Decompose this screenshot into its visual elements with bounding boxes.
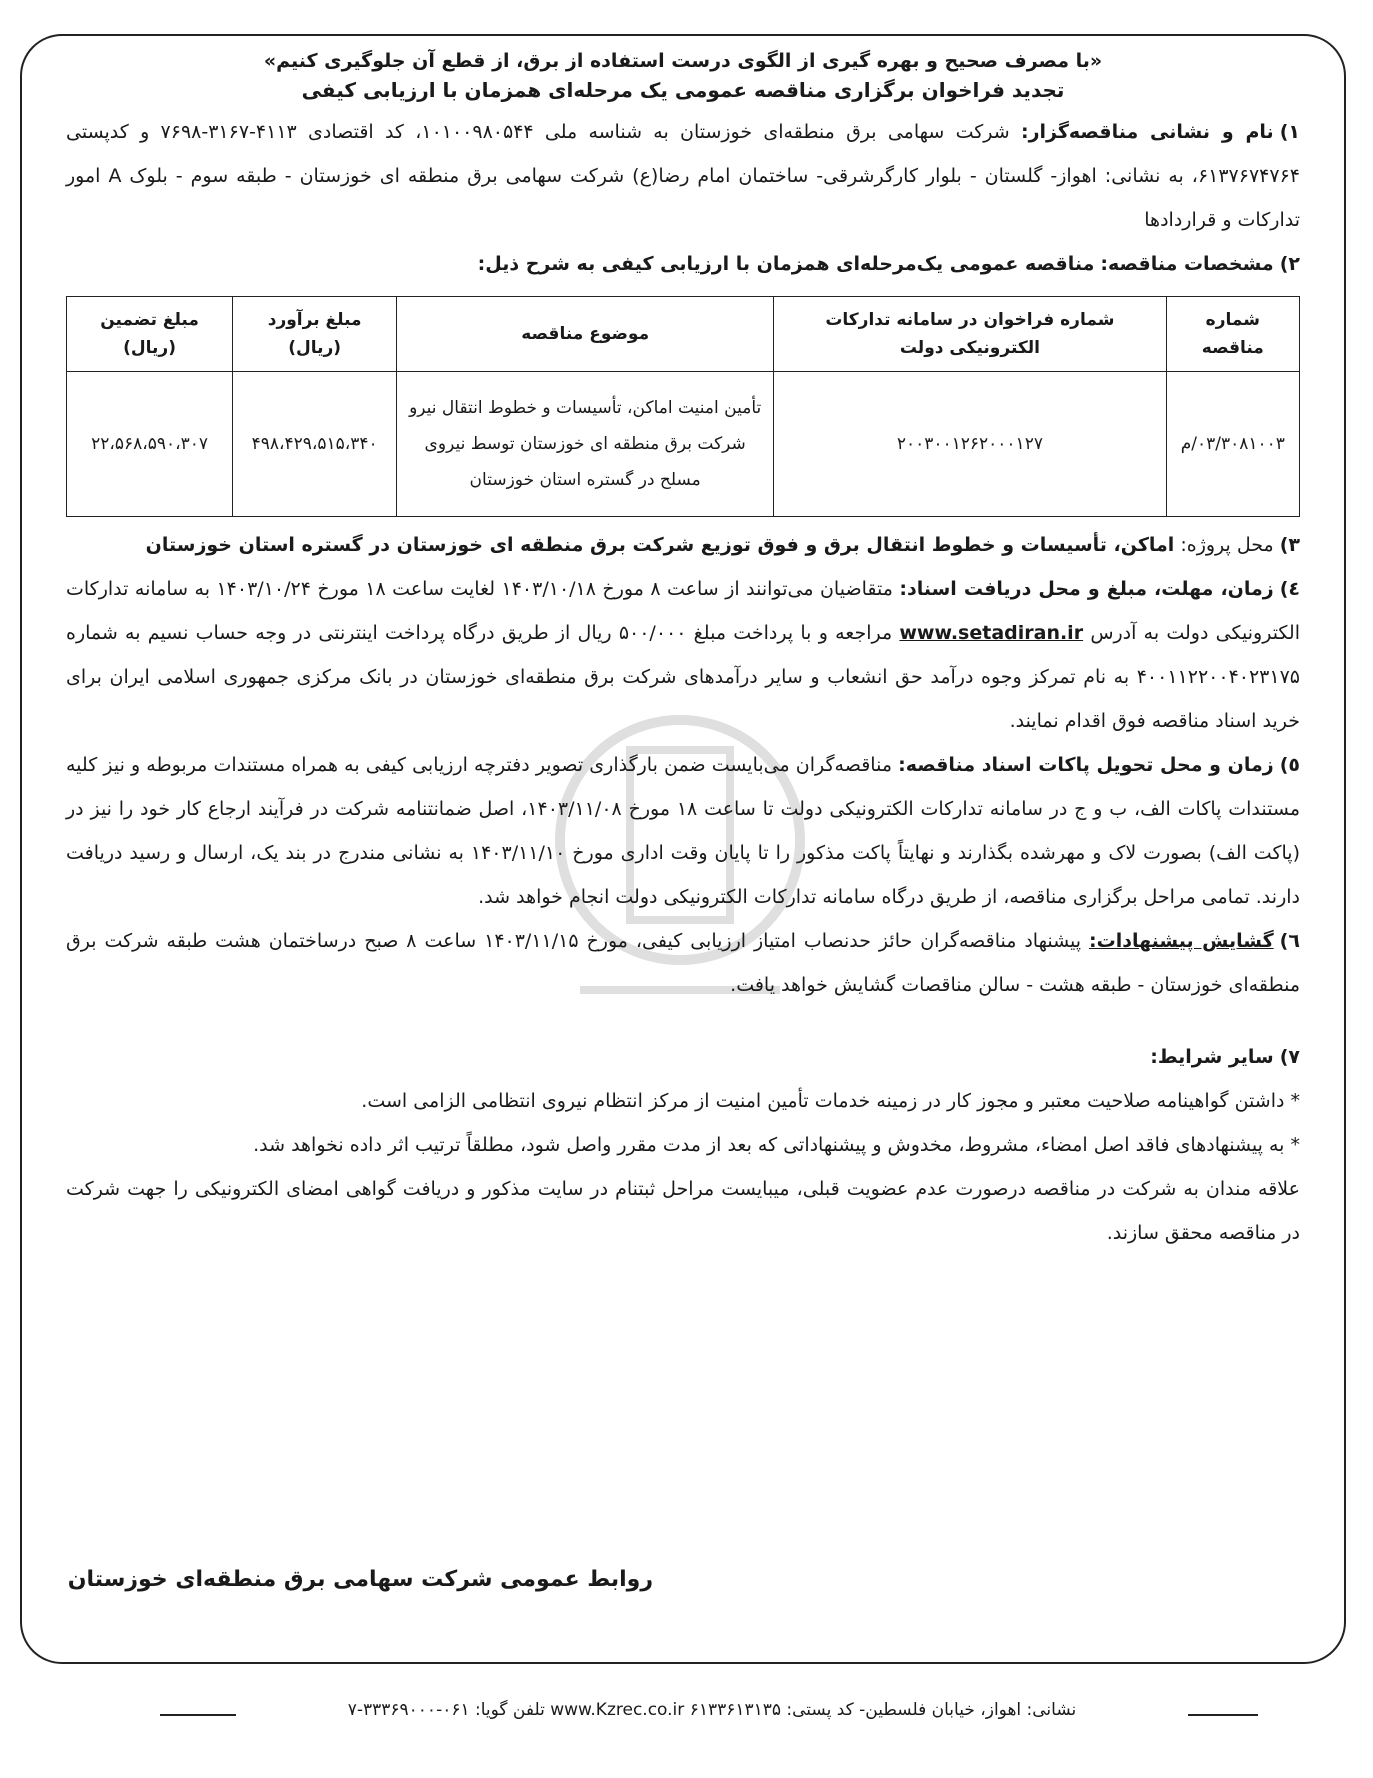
section-4-label: زمان، مهلت، مبلغ و محل دریافت اسناد: (899, 578, 1274, 600)
footer-address: نشانی: اهواز، خیابان فلسطین- کد پستی: ۶۱۳۳۶۱۳۱۳۵ www.Kzrec.co.ir تلفن گویا: ۰۶۱-۳۳۳۶۹۰۰۰-۷ (347, 1700, 1077, 1720)
section-3-text: اماکن، تأسیسات و خطوط انتقال برق و فوق توزیع شرکت برق منطقه ای خوزستان در گستره استان خوزستان (145, 534, 1175, 556)
section-4-number: ٤) (1279, 578, 1301, 600)
section-2-label: مشخصات مناقصه: (1100, 253, 1274, 275)
footer-rule-right (1188, 1714, 1258, 1716)
cell-estimate: ۴۹۸،۴۲۹،۵۱۵،۳۴۰ (233, 372, 397, 517)
section-3-number: ۳) (1279, 534, 1300, 556)
header-subject: موضوع مناقصه (397, 297, 774, 372)
notice-content (66, 50, 1300, 1255)
header-guarantee: مبلغ تضمین (ریال) (67, 297, 233, 372)
section-1 (66, 110, 1300, 242)
section-3 (66, 523, 1300, 567)
footer (0, 1692, 1373, 1732)
tender-table (66, 296, 1300, 517)
condition-item-3: علاقه مندان به شرکت در مناقصه درصورت عدم عضویت قبلی، میبایست مراحل ثبتنام در سایت مذکور و دریافت گواهی امضای الکترونیکی را جهت شرکت در مناقصه محقق سازند. (66, 1178, 1300, 1244)
section-2-text: مناقصه عمومی یک‌مرحله‌ای همزمان با ارزیابی کیفی به شرح ذیل: (477, 253, 1095, 275)
section-7-number: ۷) (1279, 1046, 1300, 1068)
header-call-number: شماره فراخوان در سامانه تدارکات الکترونیکی دولت (774, 297, 1166, 372)
section-6-number: ٦) (1279, 930, 1300, 952)
section-2 (66, 242, 1300, 286)
section-6-label: گشایش پیشنهادات: (1089, 930, 1274, 952)
section-7-label: سایر شرایط: (1150, 1046, 1274, 1068)
section-6 (66, 919, 1300, 1007)
section-6-text: پیشنهاد مناقصه‌گران حائز حدنصاب امتیاز ارزیابی کیفی، مورخ ۱۴۰۳/۱۱/۱۵ ساعت ۸ صبح درساختمان هشت طبقه شرکت برق منطقه‌ای خوزستان - طبقه هشت - سالن مناقصات گشایش خواهد یافت. (66, 930, 1300, 996)
cell-guarantee: ۲۲،۵۶۸،۵۹۰،۳۰۷ (67, 372, 233, 517)
cell-subject: تأمین امنیت اماکن، تأسیسات و خطوط انتقال نیرو شرکت برق منطقه ای خوزستان توسط نیروی مسلح در گستره استان خوزستان (397, 372, 774, 517)
condition-item-2: * به پیشنهادهای فاقد اصل امضاء، مشروط، مخدوش و پیشنهاداتی که بعد از مدت مقرر واصل شود، مطلقاً ترتیب اثر داده نخواهد شد. (253, 1134, 1300, 1156)
slogan: «با مصرف صحیح و بهره گیری از الگوی درست استفاده از برق، از قطع آن جلوگیری کنیم» (263, 50, 1103, 72)
table-row (67, 372, 1300, 517)
cell-tender-number: ۰۳/۳۰۸۱۰۰۳/م (1166, 372, 1299, 517)
signature: روابط عمومی شرکت سهامی برق منطقه‌ای خوزستان (67, 1567, 653, 1592)
header-estimate: مبلغ برآورد (ریال) (233, 297, 397, 372)
section-1-text: شرکت سهامی برق منطقه‌ای خوزستان به شناسه ملی ۱۰۱۰۰۹۸۰۵۴۴، کد اقتصادی ۴۱۱۳-۳۱۶۷-۷۶۹۸ و کدپستی ۶۱۳۷۶۷۴۷۶۴، به نشانی: اهواز- گلستان - بلوار کارگرشرقی- ساختمان امام رضا(ع) شرکت سهامی برق منطقه ای خوزستان - طبقه سوم - بلوک A امور تدارکات و قراردادها (66, 121, 1300, 231)
footer-rule-left (160, 1714, 236, 1716)
section-2-number: ۲) (1279, 253, 1300, 275)
section-5-label: زمان و محل تحویل پاکات اسناد مناقصه: (898, 754, 1274, 776)
section-4-text-a: متقاضیان می‌توانند از ساعت ۸ مورخ ۱۴۰۳/۱۰/۱۸ لغایت ساعت ۱۸ مورخ ۱۴۰۳/۱۰/۲۴ به سامانه تدارکات الکترونیکی دولت به آدرس (66, 578, 1300, 644)
table-header-row (67, 297, 1300, 372)
section-4 (66, 567, 1300, 743)
setadiran-link[interactable]: www.setadiran.ir (899, 622, 1084, 644)
section-4-text-b: مراجعه و با پرداخت مبلغ ۵۰۰/۰۰۰ ریال از طریق درگاه پرداخت اینترنتی در وجه حساب نسیم به شماره ۴۰۰۱۱۲۲۰۰۴۰۲۳۱۷۵ به نام تمرکز وجوه درآمد حق انشعاب و سایر درآمدهای شرکت برق منطقه‌ای خوزستان در بانک مرکزی جمهوری اسلامی ایران برای خرید اسناد مناقصه فوق اقدام نمایند. (66, 622, 1300, 732)
cell-call-number: ۲۰۰۳۰۰۱۲۶۲۰۰۰۱۲۷ (774, 372, 1166, 517)
section-5-text: مناقصه‌گران می‌بایست ضمن بارگذاری تصویر دفترچه ارزیابی کیفی به همراه مستندات مربوطه و نیز کلیه مستندات پاکات الف، ب و ج در سامانه تدارکات الکترونیکی دولت تا ساعت ۱۸ مورخ ۱۴۰۳/۱۱/۰۸، اصل ضمانتنامه شرکت در فرآیند ارجاع کار خود را نیز در (پاکت الف) بصورت لاک و مهرشده بگذارند و نهایتاً پاکت مذکور را تا پایان وقت اداری مورخ ۱۴۰۳/۱۱/۱۰ به نشانی مندرج در بند یک، ارسال و رسید دریافت دارند. تمامی مراحل برگزاری مناقصه، از طریق درگاه سامانه تدارکات الکترونیکی دولت انجام خواهد شد. (66, 754, 1301, 908)
section-1-number: ۱) (1279, 121, 1300, 143)
section-7 (66, 1035, 1300, 1079)
section-5-number: ٥) (1279, 754, 1301, 776)
condition-item-1: * داشتن گواهینامه صلاحیت معتبر و مجوز کار در زمینه خدمات تأمین امنیت از مرکز انتظام نیروی انتظامی الزامی است. (361, 1090, 1300, 1112)
header-tender-number: شماره مناقصه (1166, 297, 1299, 372)
notice-title: تجدید فراخوان برگزاری مناقصه عمومی یک مرحله‌ای همزمان با ارزیابی کیفی (301, 78, 1065, 102)
section-5 (66, 743, 1300, 919)
section-3-label: محل پروژه: (1180, 534, 1274, 556)
section-1-label: نام و نشانی مناقصه‌گزار: (1020, 121, 1274, 143)
